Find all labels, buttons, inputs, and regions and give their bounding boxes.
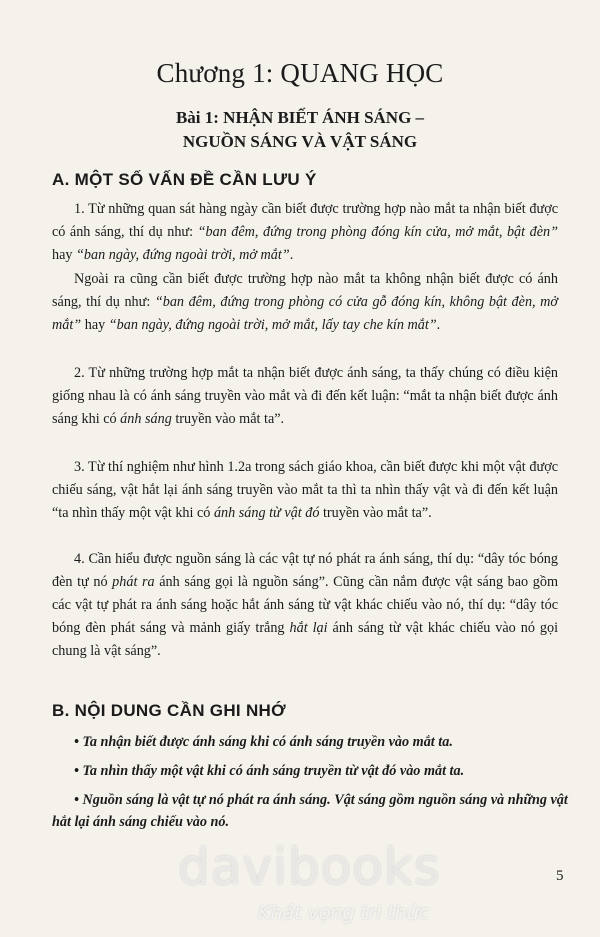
bullet-item: • Ta nhận biết được ánh sáng khi có ánh sáng truyền vào mắt ta. (74, 734, 453, 750)
bullet-item: • Ta nhìn thấy một vật khi có ánh sáng truyền từ vật đó vào mắt ta. (74, 763, 465, 779)
bullet-item: • Nguồn sáng là vật tự nó phát ra ánh sáng. Vật sáng gồm nguồn sáng và những vật hắt lại ánh sáng chiếu vào nó. (52, 792, 568, 830)
section-a-heading: A. MỘT SỐ VẤN ĐỀ CẦN LƯU Ý (52, 170, 317, 189)
section-b-heading: B. NỘI DUNG CẦN GHI NHỚ (52, 701, 286, 720)
lesson-title (0, 106, 600, 154)
paragraph-4: 3. Từ thí nghiệm như hình 1.2a trong sách giáo khoa, cần biết được khi một vật được chiếu sáng, vật hắt lại ánh sáng truyền vào mắt ta thì ta nhìn thấy vật và đi đến kết luận “ta nhìn thấy một vật khi có ánh sáng từ vật đó truyền vào mắt ta”. (52, 459, 558, 521)
lesson-title-line-1: Bài 1: NHẬN BIẾT ÁNH SÁNG – (175, 108, 425, 127)
watermark-logo: davibooks (178, 838, 441, 896)
paragraph-1: 1. Từ những quan sát hàng ngày cần biết được trường hợp nào mắt ta nhận biết được có ánh sáng, thí dụ như: “ban đêm, đứng trong phòng đóng kín cửa, mở mắt, bật đèn” hay “ban ngày, đứng ngoài trời, mở mắt”. (52, 201, 559, 263)
chapter-title: Chương 1: QUANG HỌC (156, 58, 444, 88)
watermark-tagline: Khát vọng tri thức (258, 902, 430, 924)
lesson-title-line-2: NGUỒN SÁNG VÀ VẬT SÁNG (182, 132, 418, 151)
paragraph-2: Ngoài ra cũng cần biết được trường hợp nào mắt ta không nhận biết được có ánh sáng, thí dụ như: “ban đêm, đứng trong phòng có cửa gỗ đóng kín, không bật đèn, mở mắt” hay “ban ngày, đứng ngoài trời, mở mắt, lấy tay che kín mắt”. (52, 271, 558, 333)
page-number: 5 (556, 868, 564, 884)
paragraph-3: 2. Từ những trường hợp mắt ta nhận biết được ánh sáng, ta thấy chúng có điều kiện giống nhau là có ánh sáng truyền vào mắt và đi đến kết luận: “mắt ta nhận biết được ánh sáng khi có ánh sáng truyền vào mắt ta”. (52, 365, 558, 427)
paragraph-5: 4. Cần hiểu được nguồn sáng là các vật tự nó phát ra ánh sáng, thí dụ: “dây tóc bóng đèn tự nó phát ra ánh sáng gọi là nguồn sáng”. Cũng cần nắm được vật sáng bao gồm các vật tự phát ra ánh sáng hoặc hắt ánh sáng từ vật khác chiếu vào nó, thí dụ: “dây tóc bóng đèn phát sáng và mảnh giấy trắng hắt lại ánh sáng từ vật khác chiếu vào nó gọi chung là vật sáng”. (52, 551, 559, 659)
